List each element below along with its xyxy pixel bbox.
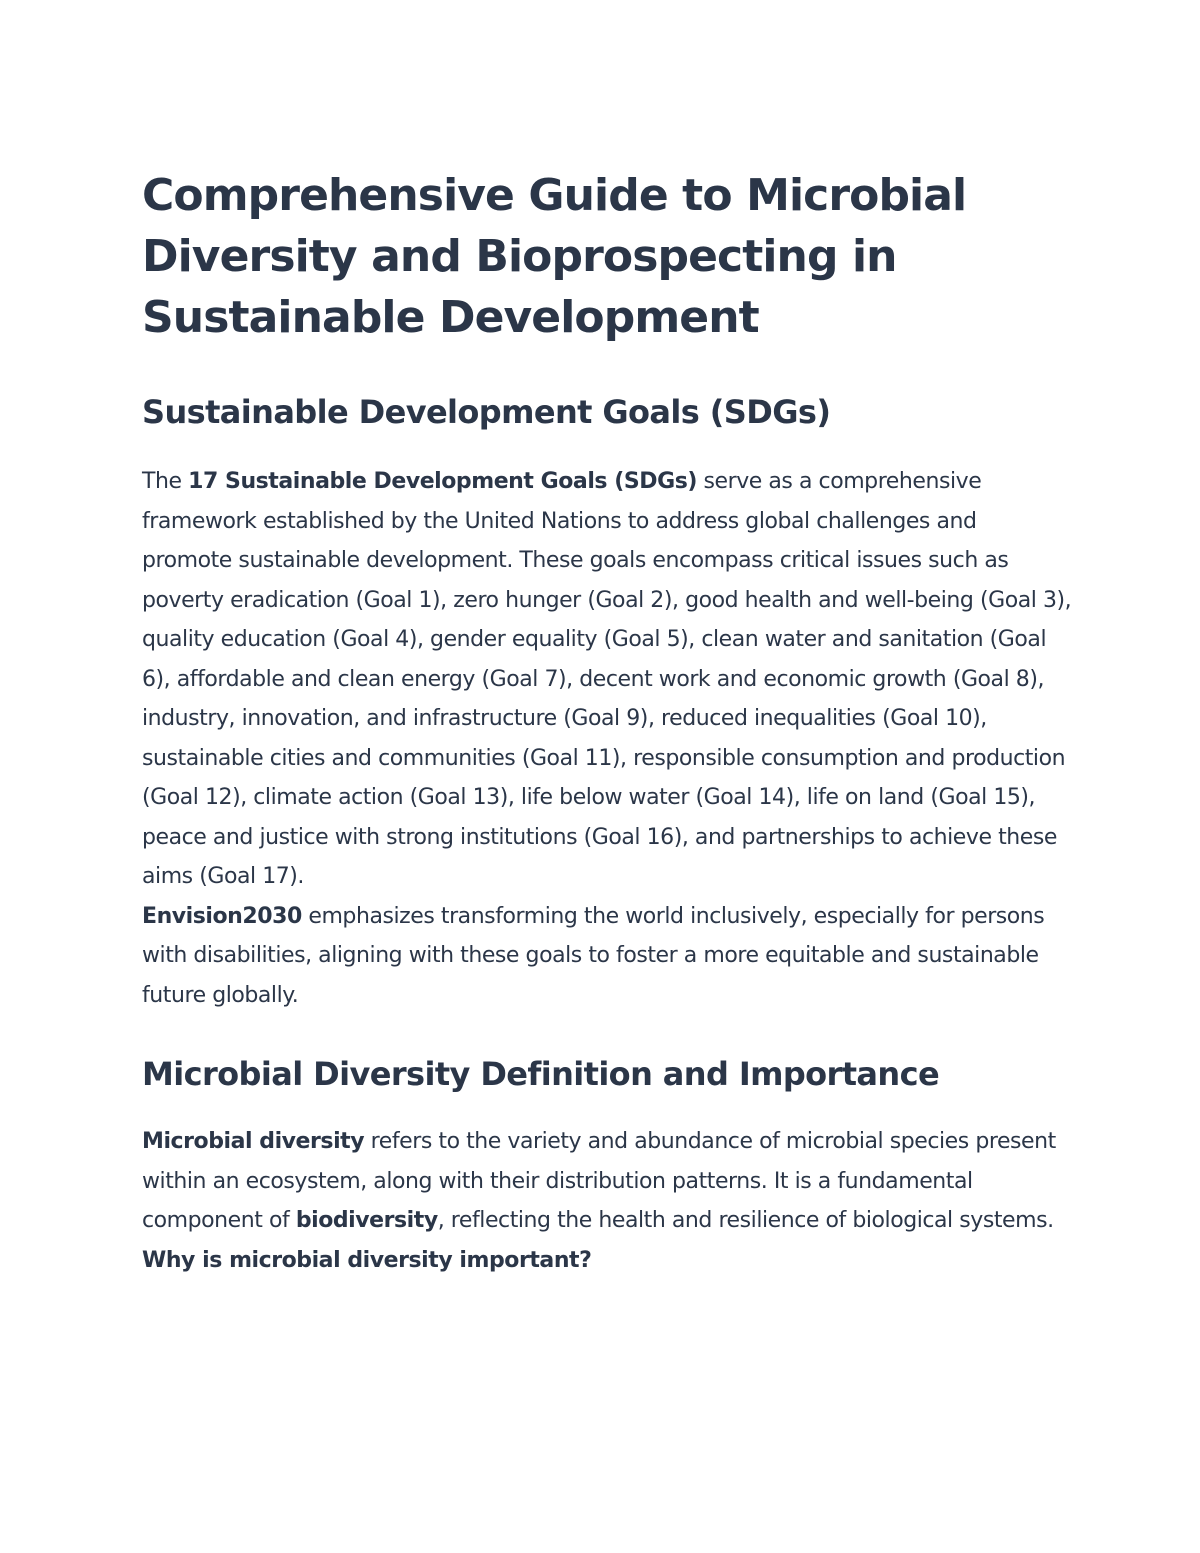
microbial-definition-paragraph [142,1122,1072,1241]
document-page [142,165,1072,1280]
sdgs-paragraph [142,462,1072,897]
document-title: Comprehensive Guide to Microbial Diversity and Bioprospecting in Sustainable Development [142,170,967,343]
sdgs-bold-term: 17 Sustainable Development Goals (SDGs) [188,469,697,494]
envision-paragraph-text: emphasizes transforming the world inclusively, especially for persons with disabilities, aligning with these goals to foster a more equitable and sustainable future globally. [142,903,1045,1008]
importance-question [142,1241,1072,1281]
microbial-diversity-bold-term: Microbial diversity [142,1129,365,1154]
section-heading-sdgs: Sustainable Development Goals (SDGs) [142,393,831,431]
envision-paragraph [142,897,1072,1016]
section-heading-microbial-diversity: Microbial Diversity Definition and Importance [142,1055,940,1093]
microbial-definition-text: refers to the variety and abundance of microbial species present within an ecosystem, along with their distribution patterns. It is a fundamental component of [142,1129,1056,1233]
importance-question-bold: Why is microbial diversity important? [142,1247,592,1273]
sdgs-paragraph-lead: The [142,469,189,494]
sdgs-paragraph-text: serve as a comprehensive framework established by the United Nations to address global challenges and promote sustainable development. These goals encompass critical issues such as poverty eradication (Goal 1), zero hunger (Goal 2), good health and well-being (Goal 3), quality education (Goal 4), gender equality (Goal 5), clean water and sanitation (Goal 6), affordable and clean energy (Goal 7), decent work and economic growth (Goal 8), industry, innovation, and infrastructure (Goal 9), reduced inequalities (Goal 10), sustainable cities and communities (Goal 11), responsible consumption and production (Goal 12), climate action (Goal 13), life below water (Goal 14), life on land (Goal 15), peace and justice with strong institutions (Goal 16), and partnerships to achieve these aims (Goal 17). [142,469,1072,889]
biodiversity-bold-term: biodiversity [295,1208,438,1233]
envision-bold-term: Envision2030 [142,903,302,929]
microbial-definition-text-end: , reflecting the health and resilience of biological systems. [437,1208,1054,1233]
